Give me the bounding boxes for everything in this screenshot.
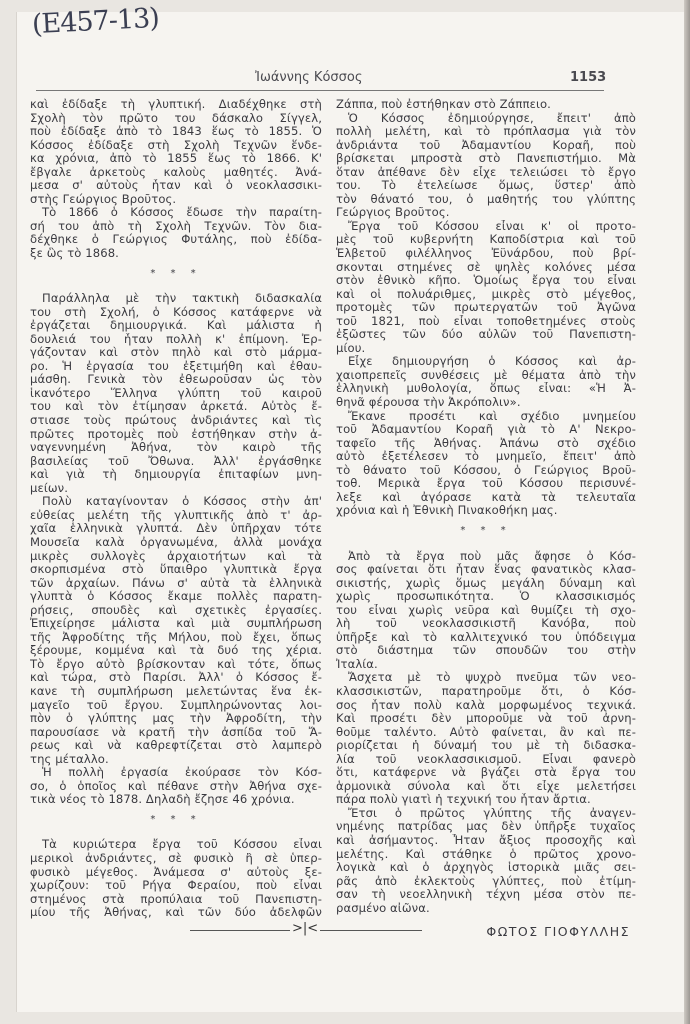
text-line: στὴς Γεώργιος Βροῦτος.	[30, 192, 177, 206]
text-line: κανε τὴ συμπλήρωση μελετώντας ἕνα ἐκ-	[30, 684, 322, 698]
text-line: Ἰταλία.	[336, 657, 378, 671]
text-line: μὲς τοῦ κυβερνήτη Καποδίστρια καὶ τοῦ	[336, 233, 636, 247]
text-line: βρίσκεται μπροστὰ στὸ Πανεπιστήμιο. Μὰ	[336, 152, 636, 166]
text-line: σαν τὴ νεοελληνικὴ τέχνη μέσα στὸν πε-	[336, 888, 636, 902]
text-line: μίου τῆς Ἀθήνας, καὶ τῶν δύο ἀδελφῶν	[30, 906, 322, 920]
paragraph	[30, 206, 322, 260]
header-rule	[36, 90, 604, 91]
text-line: σικιστής, χωρὶς ὅμως μεγάλη δύναμη καὶ	[336, 576, 636, 590]
ornamental-divider-icon: >|<	[292, 921, 319, 936]
text-line: λὴ τοῦ νεοκλασσικιστῆ Κανόβα, ποὺ	[336, 617, 636, 631]
left-column	[30, 98, 322, 920]
text-line: Καὶ προσέτι δὲν μποροῦμε νὰ τοῦ ἀρνη-	[336, 712, 636, 726]
handwritten-note: (Ε457-13)	[31, 2, 160, 41]
text-line: Ἔτσι ὁ πρῶτος γλύπτης τῆς ἀναγεν-	[348, 806, 636, 820]
text-line: Κόσσος ἐδίδαξε στὴ Σχολὴ Τεχνῶν ἕνδε-	[30, 138, 322, 152]
text-line: τῆς Ἀφροδίτης τῆς Μήλου, ποὺ ἔχει, ὅπως	[30, 630, 322, 644]
text-line: στὸν ἐθνικὸ κῆπο. Ὁμοίως ἔργα του εἶναι	[336, 274, 636, 288]
text-line: στημένος στὰ προπύλαια τοῦ Πανεπιστη-	[30, 892, 322, 906]
text-line: Ἀπὸ τὰ ἔργα ποὺ μᾶς ἄφησε ὁ Κόσ-	[348, 549, 636, 563]
text-line: θηνᾶ φέρουσα τὴν Ἀκρόπολιν».	[336, 396, 521, 410]
text-line: της μέταλλο.	[30, 752, 109, 766]
scan-edge	[684, 0, 690, 1024]
text-line: μελέτης. Καὶ στάθηκε ὁ πρῶτος χρονο-	[336, 847, 636, 861]
text-line: ὑπῆρξε καὶ τὸ καλλιτεχνικό του ὑπόδειγμα	[336, 630, 636, 644]
ornamental-divider	[190, 921, 422, 936]
text-line: στὸ διάστημα τῶν σπουδῶν του στὴν	[336, 644, 636, 658]
text-line: πάρα πολὺ γιατὶ ἡ τεχνική του ἦταν ἄρτια.	[336, 793, 591, 807]
text-line: ἔβγαλε ἀρκετοὺς καλοὺς μαθητές. Ἀνά-	[30, 165, 322, 179]
text-line: μικρὲς συλλογὲς ἀρχαιοτήτων καὶ τὰ	[30, 549, 322, 563]
text-line: μίου.	[336, 341, 366, 355]
text-line: Ἔργα τοῦ Κόσσου εἶναι κ' οἱ προτο-	[348, 219, 636, 233]
text-line: δέχθηκε ὁ Γεώργιος Φυτάλης, ποὺ ἐδίδα-	[30, 233, 322, 247]
text-line: του εἶναι χωρὶς νεῦρα καὶ θυμίζει τὴ σχο-	[336, 603, 636, 617]
text-line: χαῖα ἑλληνικὰ γλυπτά. Δὲν ὑπῆρχαν τότε	[30, 522, 322, 536]
text-line: Σχολὴ τὸν πρῶτο του δάσκαλο Σίγγελ,	[30, 111, 322, 125]
text-line: ἀνδριάντα τοῦ Ἀδαμαντίου Κοραῆ, ποὺ	[336, 138, 636, 152]
text-line: τοθ. Μερικὰ ἔργα τοῦ Κόσσου περισυνέ-	[336, 477, 636, 491]
text-line: Μουσεῖα καλὰ ὀργανωμένα, ἀλλὰ μονάχα	[30, 535, 322, 549]
text-line: πὸν ὁ γλύπτης μας τὴν Ἀφροδίτη, τὴν	[30, 712, 322, 726]
text-line: ὅτι, κατάφερνε νὰ βγάζει στὰ ἔργα του	[336, 766, 636, 780]
text-line: Παράλληλα μὲ τὴν τακτικὴ διδασκαλία	[42, 292, 322, 306]
text-line: Ἄσχετα μὲ τὸ ψυχρὸ πνεῦμα τῶν νεο-	[348, 671, 636, 685]
text-line: θοῦμε ταλέντο. Αὐτὸ φαίνεται, ἂν καὶ πε-	[336, 725, 636, 739]
text-line: σος φαίνεται ὅτι ἦταν ἕνας φανατικὸς κλασ-	[336, 563, 636, 577]
text-line: λογικὰ καὶ ὁ ἀρχηγὸς ἱστορικὰ μιᾶς σει-	[336, 861, 636, 875]
paragraph	[336, 355, 636, 409]
text-line: καὶ ἐδίδαξε τὴ γλυπτική. Διαδέχθηκε στὴ	[30, 98, 322, 111]
text-line: λία τοῦ νεοκλασσικισμοῦ. Εἶναι φανερὸ	[336, 752, 636, 766]
text-line: τὸν θάνατό του, ὁ μαθητής του γλύπτης	[336, 192, 636, 206]
text-line: κλασσικιστῶν, παρατηροῦμε ὅτι, ὁ Κόσ-	[336, 684, 636, 698]
text-line: δουλειά του ἦταν πολλὴ κ' ἐπίμονη. Ἐρ-	[30, 332, 322, 346]
text-line: Ζάππα, ποὺ ἐστήθηκαν στὸ Ζάππειο.	[336, 98, 551, 111]
text-line: ποὺ ἐδίδαξε ἀπὸ τὸ 1843 ἕως τὸ 1855. Ὁ	[30, 125, 322, 139]
text-line: χωρίζουν: τοῦ Ρήγα Φεραίου, ποὺ εἶναι	[30, 879, 322, 893]
text-line: ρασμένο αἰῶνα.	[336, 901, 430, 915]
text-line: ρήσεις, σπουδὲς καὶ σχετικὲς ἐργασίες.	[30, 603, 322, 617]
text-line: κα χρόνια, ἀπὸ τὸ 1855 ἕως τὸ 1866. Κ'	[30, 152, 322, 166]
text-line: τὸ θάνατο τοῦ Κόσσου, ὁ Γεώργιος Βροῦ-	[336, 463, 636, 477]
paragraph	[336, 807, 636, 915]
text-line: τῶν ἀρχαίων. Πάνω σ' αὐτὰ τὰ ἑλληνικὰ	[30, 576, 322, 590]
paragraph	[336, 98, 636, 112]
text-line: βασιλείας τοῦ Ὄθωνα. Ἀλλ' ἐργάσθηκε	[30, 454, 322, 468]
text-line: καὶ ἀσήμαντος. Ἦταν ἄξιος προσοχῆς καὶ	[336, 833, 636, 847]
text-line: σο, ὁ ὁποῖος καὶ πέθανε στὴν Ἀθήνα σχε-	[30, 779, 322, 793]
text-line: μεσα σ' αὐτοὺς ἦταν καὶ ὁ νεοκλασσικι-	[30, 179, 322, 193]
text-line: ρο. Ἡ ἐργασία του ἐξετιμήθη καὶ ἐθαυ-	[30, 359, 322, 373]
text-line: πρῶτες προτομὲς ποὺ ἐστήθηκαν στὴν ἀ-	[30, 427, 322, 441]
text-line: χρόνια καὶ ἡ Ἐθνικὴ Πινακοθήκη μας.	[336, 504, 558, 518]
text-line: Ἔκανε προσέτι καὶ σχέδιο μνημείου	[348, 409, 636, 423]
text-line: μείων.	[30, 481, 69, 495]
text-line: πολλὴ μελέτη, καὶ τὸ πρόπλασμα γιὰ τὸν	[336, 125, 636, 139]
text-line: ναγεννημένη Ἀθήνα, τὸν καιρὸ τῆς	[30, 441, 322, 455]
text-line: ξέρουμε, κομμένα καὶ τὰ δυό της χέρια.	[30, 644, 322, 658]
text-line: ἑλληνικὴ μυθολογία, ὅπως εἶναι: «Ἡ Ἀ-	[336, 382, 636, 396]
text-line: γλυπτὰ ὁ Κόσσος ἔκαμε πολλὲς παρατη-	[30, 590, 322, 604]
text-line: Εἶχε δημιουργήση ὁ Κόσσος καὶ ἀρ-	[348, 355, 636, 369]
text-line: λεξε καὶ ἀγόρασε κατὰ τὰ τελευταῖα	[336, 490, 636, 504]
page-number: 1153	[570, 70, 607, 85]
text-line: ἐξῶστες τῶν δύο αὐλῶν τοῦ Πανεπιστη-	[336, 328, 636, 342]
text-line: του. Τὸ ἐτελείωσε ὅμως, ὕστερ' ἀπὸ	[336, 179, 636, 193]
text-line: Γεώργιος Βροῦτος.	[336, 206, 450, 220]
text-line: χωρὶς προσωπικότητα. Ὁ κλασσικισμός	[336, 590, 636, 604]
text-line: καὶ γιὰ τὴ δημιουργία ἐπιταφίων μνη-	[30, 468, 322, 482]
text-line: μάσθη. Γενικὰ τὸν ἐθεωροῦσαν ὡς τὸν	[30, 373, 322, 387]
text-line: Τὰ κυριώτερα ἔργα τοῦ Κόσσου εἶναι	[42, 838, 322, 852]
text-line: Τὸ 1866 ὁ Κόσσος ἔδωσε τὴν παραίτη-	[42, 206, 322, 220]
paragraph	[336, 220, 636, 355]
text-line: Ἑλβετοῦ φιλέλληνος Ἐϋνάρδου, ποὺ βρί-	[336, 247, 636, 261]
right-column	[336, 98, 636, 939]
text-line: σή του ἀπὸ τὴ Σχολὴ Τεχνῶν. Τὸν δια-	[30, 219, 322, 233]
text-line: καὶ οἱ πολυάριθμες, μικρὲς στὸ μέγεθος,	[336, 287, 636, 301]
section-separator: * * *	[150, 813, 202, 825]
text-line: εὐθείας μελέτη τῆς γλυπτικῆς ἀπὸ τ' ἀρ-	[30, 508, 322, 522]
text-line: Τὸ ἔργο αὐτὸ βρίσκονταν καὶ τότε, ὅπως	[30, 657, 322, 671]
author-signature: ΦΩΤΟΣ ΓΙΟΦΥΛΛΗΣ	[486, 924, 630, 940]
text-line: νημένης πατρίδας μας δὲν ὑπῆρξε τυχαῖος	[336, 820, 636, 834]
paragraph	[30, 838, 322, 919]
text-line: σκονται στημένες σὲ ψηλὲς κολόνες μέσα	[336, 260, 636, 274]
text-line: ρεως καὶ νὰ καθρεφτίζεται στὸ λαμπερὸ	[30, 739, 322, 753]
text-line: ξε ὣς τὸ 1868.	[30, 247, 119, 261]
paragraph	[30, 495, 322, 766]
text-line: μερικοὶ ἀνδριάντες, σὲ φυσικὸ ἢ σὲ ὑπερ-	[30, 851, 322, 865]
paragraph	[336, 550, 636, 672]
text-line: σκορπισμένα στὸ ὕπαιθρο γλυπτικὰ ἔργα	[30, 563, 322, 577]
text-line: Ἐπιχείρησε μάλιστα καὶ μιὰ συμπλήρωση	[30, 617, 322, 631]
paragraph	[30, 766, 322, 807]
running-header-title: Ἰωάννης Κόσσος	[255, 70, 363, 85]
text-line: Ἡ πολλὴ ἐργασία ἐκούρασε τὸν Κόσ-	[42, 766, 322, 780]
paragraph	[30, 98, 322, 206]
section-separator: * * *	[150, 267, 202, 279]
section-separator: * * *	[460, 524, 512, 536]
text-line: ριορίζεται ἡ δύναμή του μὲ τὴ διδασκα-	[336, 739, 636, 753]
text-line: τοῦ 1821, ποὺ εἶναι τοποθετημένες στοὺς	[336, 314, 636, 328]
text-line: τοῦ Ἀδαμαντίου Κοραῆ γιὰ τὸ Α' Νεκρο-	[336, 423, 636, 437]
text-line: ρᾶς ἀπὸ ἐκλεκτοὺς γλύπτες, ποὺ ἐτίμη-	[336, 874, 636, 888]
text-line: ταφεῖο τῆς Ἀθήνας. Ἀπάνω στὸ σχέδιο	[336, 436, 636, 450]
text-line: γάζονταν καὶ στὸν πηλὸ καὶ στὸ μάρμα-	[30, 346, 322, 360]
text-line: καὶ τώρα, στὸ Παρίσι. Ἀλλ' ὁ Κόσσος ἔ-	[30, 671, 322, 685]
text-line: αὐτὸ ἐξετέλεσεν τὸ μνημεῖο, ἔπειτ' ἀπὸ	[336, 450, 636, 464]
text-line: μαγεῖο τοῦ ἔργου. Συμπληρώνοντας λοι-	[30, 698, 322, 712]
text-line: χαιοπρεπεῖς συνθέσεις μὲ θέματα ἀπὸ τὴν	[336, 368, 636, 382]
text-line: ἁρμονικὰ σύνολα καὶ ὅτι εἶχε μελετήσει	[336, 779, 636, 793]
text-line: φυσικὸ μέγεθος. Ἀνάμεσα σ' αὐτοὺς ξε-	[30, 865, 322, 879]
text-line: Ὁ Κόσσος ἐδημιούργησε, ἔπειτ' ἀπὸ	[348, 111, 636, 125]
text-line: σος ἦταν πολὺ καλὰ μορφωμένος τεχνικά.	[336, 698, 636, 712]
text-line: προτομὲς τῶν πρωτεργατῶν τοῦ Ἀγῶνα	[336, 301, 636, 315]
text-line: τικὰ νέος τὸ 1878. Δηλαδὴ ἔζησε 46 χρόνια.	[30, 793, 295, 807]
text-line: του καὶ τὸν ἐτίμησαν ἀρκετά. Αὐτὸς ἔ-	[30, 400, 322, 414]
paragraph	[30, 292, 322, 495]
text-line: ἐργάζεται δημιουργικά. Καὶ μάλιστα ἡ	[30, 319, 322, 333]
text-line: παρουσίασε νὰ κρατῆ τὴν ἀσπίδα τοῦ Ἄ-	[30, 725, 322, 739]
paragraph	[336, 112, 636, 220]
text-line: ἱκανότερο Ἕλληνα γλύπτη τοῦ καιροῦ	[30, 386, 322, 400]
text-line: ὅταν ἀπέθανε δὲν εἶχε τελειώσει τὸ ἔργο	[336, 165, 636, 179]
paragraph	[336, 410, 636, 518]
text-line: Πολὺ καταγίνονταν ὁ Κόσσος στὴν ἀπ'	[42, 495, 322, 509]
paragraph	[336, 671, 636, 806]
text-line: στιασε τοὺς πρώτους ἀνδριάντες καὶ τὶς	[30, 414, 322, 428]
text-line: του στὴ Σχολή, ὁ Κόσσος κατάφερνε νὰ	[30, 305, 322, 319]
